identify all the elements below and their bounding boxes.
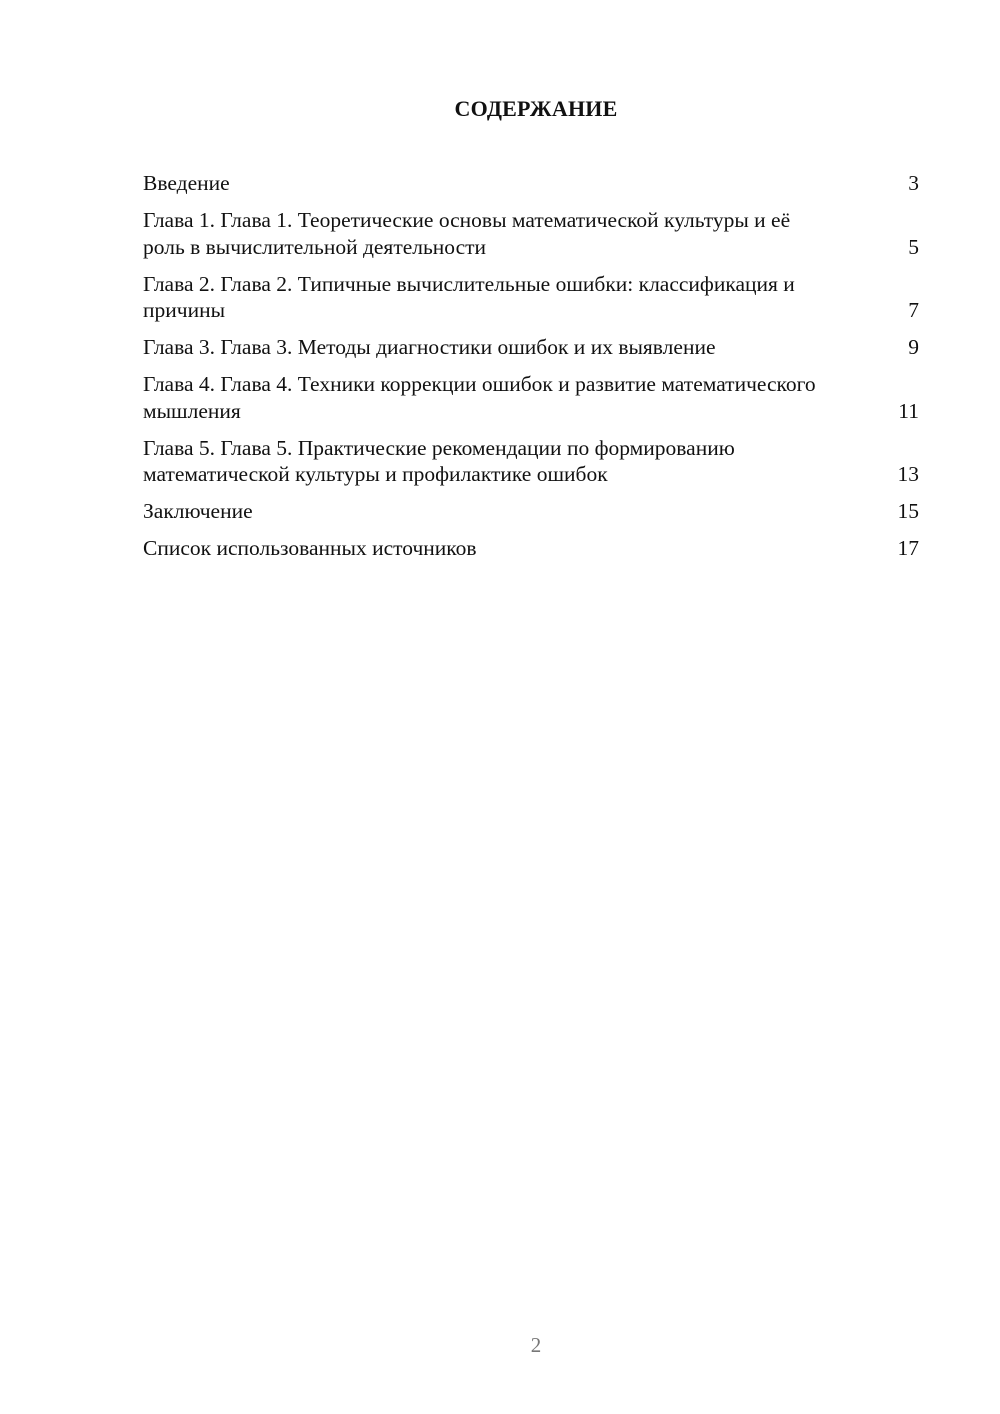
toc-entry-page: 11	[898, 398, 919, 423]
toc-entry-page: 3	[908, 171, 919, 195]
toc-entry-page: 7	[908, 298, 919, 322]
toc-entry[interactable]	[143, 371, 919, 424]
table-of-contents	[143, 170, 919, 572]
toc-entry-title: Заключение	[143, 499, 253, 523]
toc-entry[interactable]	[143, 207, 919, 260]
toc-entry-page: 17	[897, 536, 919, 560]
toc-entry[interactable]	[143, 334, 919, 361]
toc-entry[interactable]	[143, 170, 919, 197]
toc-entry[interactable]	[143, 435, 919, 488]
toc-entry-title: Глава 4. Глава 4. Техники коррекции ошибок и развитие математического мышления	[143, 372, 816, 423]
toc-entry-title: Список использованных источников	[143, 536, 477, 560]
toc-entry-title: Глава 2. Глава 2. Типичные вычислительные ошибки: классификация и причины	[143, 271, 795, 322]
page-number: 2	[530, 1333, 542, 1357]
toc-entry-page: 15	[897, 499, 919, 523]
toc-entry-title: Глава 3. Глава 3. Методы диагностики ошибок и их выявление	[143, 335, 716, 359]
toc-entry-title: Глава 1. Глава 1. Теоретические основы математической культуры и её роль в вычислительной деятельности	[143, 208, 791, 259]
toc-entry[interactable]	[143, 535, 919, 562]
toc-entry-page: 5	[908, 234, 919, 259]
toc-entry-page: 9	[908, 335, 919, 359]
toc-entry-page: 13	[897, 462, 919, 486]
toc-entry[interactable]	[143, 271, 919, 324]
toc-entry[interactable]	[143, 498, 919, 525]
toc-entry-title: Глава 5. Глава 5. Практические рекомендации по формированию математической культуры и профилактике ошибок	[143, 435, 735, 486]
toc-title: СОДЕРЖАНИЕ	[454, 96, 618, 121]
toc-entry-title: Введение	[143, 171, 230, 195]
